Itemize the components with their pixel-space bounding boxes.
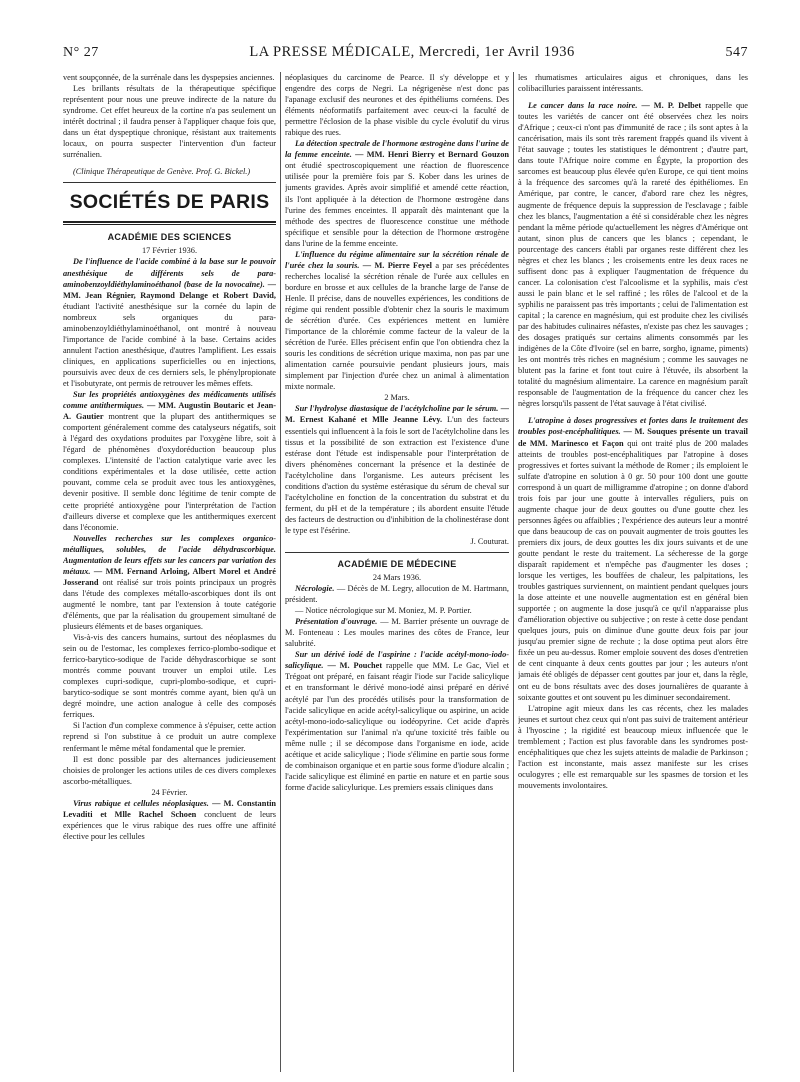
article: L'influence du régime alimentaire sur la sécrétion rénale de l'urée chez la souris. — M. Pierre Feyel a par ses précédentes recherches localisé la sécrétion rénale de l'urée aux cellules en bordure en brosse et aux cellules de la branche large de l'anse de Henle. Il précise, dans de nouvelles expériences, les conditions de régime qui rendent possible d'obtenir chez la souris le maximum de sécrétion d'urée. Ces expériences mettent en lumière l'importance de la chlorémie comme facteur de la valeur de la sécrétion de l'urée. Elles précisent enfin que l'on obtiendra chez la souris les conditions de sécrétion urique maxima, non pas par une alimentation carnée poursuivie pendant plusieurs jours, mais simplement par l'injection d'urée chez un animal à alimentation mixte normale.: [285, 249, 509, 392]
academy-heading: ACADÉMIE DE MÉDECINE: [337, 559, 457, 570]
article: Sur les propriétés antioxygènes des médicaments utilisés comme antithermiques. — MM. Augustin Boutaric et Jean-A. Gautier montrent que la plupart des antithermiques se comportent généralement comme des catalyseurs négatifs, soit à l'égard des oxydations produites par l'oxygène libre, soit à l'égard de phénomènes d'oxydoréduction beaucoup plus complexes. L'intensité de l'action catalytique varie avec les conditions expérimentales et la dose utilisée, cette action pouvant, comme cela se produit avec tous les antioxygènes, devenir positive. Il semble donc légitime de tenir compte de cette propriété antioxygène pour l'interprétation de l'action d'ailleurs diverse et complexe que les antithermiques exercent dans l'économie.: [63, 390, 276, 532]
paragraph: vent soupçonnée, de la surrénale dans les dyspepsies anciennes.: [63, 73, 275, 82]
article: Nécrologie. — Décès de M. Legry, allocution de M. Hartmann, président.: [285, 584, 509, 605]
session-date: 24 Mars 1936.: [372, 573, 422, 583]
paragraph: les rhumatismes articulaires aigus et chroniques, dans les colibacilluries paraissent intéressants.: [518, 73, 748, 94]
column-divider: [513, 72, 514, 1072]
article: Virus rabique et cellules néoplasiques. — M. Constantin Levaditi et Mlle Rachel Schoen concluent de leurs expériences que le virus rabique des rues offre une affinité élective pour les cellules: [63, 798, 276, 841]
article: Sur un dérivé iodé de l'aspirine : l'acide acétyl-mono-iodo-salicylique. — M. Pouchet rappelle que MM. Le Gac, Viel et Trégoat ont préparé, en faisant réagir l'iode sur l'acide salicylique et en transformant le dérivé mono-iodé ainsi préparé en dérivé acétylé par l'un des procédés utilisés pour la transformation de l'acide salicylique en acide acétyl-salicylique ou aspirine, un acide acétyl-mono-iodo-salicylique ou iodéopyrine. Cet acide d'après l'expérimentation sur l'animal n'a qu'une toxicité très faible ou même nulle ; il se décompose dans l'organisme en iode, acide acétique et acide salicylique ; l'iode s'élimine en partie sous forme de combinaison organique et en partie sous forme d'iodure alcalin ; l'acide salicylique est éliminé en partie en nature et en partie sous forme d'acide salicylurique. Les premiers essais cliniques dans: [285, 650, 509, 792]
clinic-credit: (Clinique Thérapeutique de Genève. Prof. G. Bickel.): [73, 167, 251, 177]
academy-heading: ACADÉMIE DES SCIENCES: [107, 232, 232, 243]
article: Sur l'hydrolyse diastasique de l'acétylcholine par le sérum. — M. Ernest Kahané et Mlle Jeanne Lévy. L'un des facteurs essentiels qui influencent à la fois le sort de l'acétylcholine dans les tissus et la possibilité de son extraction est l'existence d'une estérase dont l'étude est indispensable pour l'interprétation de divers phénomènes concernant la présence et la destinée de l'acétylcholine dans l'organisme. Les auteurs précisent les conditions d'action du système estérasique du sérum de cheval sur l'acétylcholine en fonction de la concentration du substrat et du ferment, du pH et de la température ; ils abordent ensuite l'étude des facteurs de destruction ou d'inhibition de la cholinestérase dont le type est l'ésérine.: [285, 404, 509, 535]
paragraph: Les brillants résultats de la thérapeutique spécifique représentent pour nous une preuve indirecte de la nature du syndrome. Cet effet heureux de la cortine n'a pas seulement un intérêt doctrinal ; il faudra penser à l'appliquer chaque fois que, dans un état dyspeptique chronique, résistant aux traitements locaux, on pourra suspecter l'intervention d'un facteur surrénalien.: [63, 84, 276, 160]
page-header: [63, 44, 748, 66]
divider: [63, 182, 276, 183]
divider: [63, 221, 276, 225]
article: Le cancer dans la race noire. — M. P. Delbet rappelle que toutes les variétés de cancer ont été observées chez les noirs d'Afrique ; ceux-ci n'ont pas d'immunité de race ; ils sont aptes à la cancérisation, mais ils sont très rarement frappés quand ils vivent à l'état sauvage ; toutes les statistiques le démontrent ; d'autre part, dans toute l'Afrique noire comme en Égypte, la proportion des sarcomes est beaucoup plus élevée qu'en Europe, ce qui tient moins à la fréquence des sarcomes qu'à la rareté des épithéliomes. En Amérique, par contre, le cancer, d'abord rare chez les nègres, augmente de fréquence depuis la suppression de l'esclavage ; faible chez les blancs, l'augmentation a été si considérable chez les nègres pendant la même période qu'actuellement les nègres d'Amérique ont autant, sinon plus de cancers que les blancs ; cependant, le pourcentage des cancers établi par organes reste différent chez les nègres et chez les blancs ; les croisements entre les deux races ne suffisent donc pas à expliquer l'augmentation de fréquence du cancer. La colonisation c'est l'alcoolisme et la syphilis, mais c'est aussi le pain blanc et le sel raffiné ; les rôles de l'alcool et de la syphilis ne paraissent pas très importants ; celui de l'alimentation est capital ; la carence en magnésium, qui est produite chez les civilisés par des habitudes culinaires néfastes, n'existe pas chez les sauvages ; des dosages pratiqués sur certains aliments consommés par les indigènes de la Côte d'Ivoire (sel en barre, sorgho, igname, piments) les ont montrés très riches en magnésium ; comme les sauvages ne blutent pas la farine et font tout cuire à l'étuvée, ils absorbent la totalité du magnésium alimentaire. La carence en magnésium paraît responsable de l'augmentation de la fréquence du cancer chez les nègres lorsqu'ils passent de l'état sauvage à l'état civilisé.: [518, 101, 748, 409]
journal-title: LA PRESSE MÉDICALE, Mercredi, 1er Avril 1936: [249, 44, 575, 60]
column-1: [63, 72, 276, 1072]
paragraph: Vis-à-vis des cancers humains, surtout des néoplasmes du sein ou de l'estomac, les complexes ferrico-plombo-sodique et ferrico-barytico-sodique de l'acide déhydrascorbique se sont montrés comme pouvant trouver un emploi utile. Les complexes cupri-sodique, cupri-plombo-sodique, et cupri-barytico-sodique se sont montrés comme ayant, bien qu'à un degré moindre, une action analogue à celle des composés ferriques.: [63, 633, 276, 720]
paragraph: — Notice nécrologique sur M. Moniez, M. P. Portier.: [295, 606, 472, 616]
session-date: 24 Février.: [151, 787, 188, 797]
column-divider: [280, 72, 281, 1072]
paragraph: néoplasiques du carcinome de Pearce. Il s'y développe et y engendre des corps de Negri. La négrigenèse n'est donc pas l'apanage exclusif des neurones et des épithéliums cornéens. Des éléments néoformatifs parfaitement avec ceux-ci la faculté de permettre l'éclosion de la phase visible du cycle évolutif du virus rabique des rues.: [285, 73, 509, 138]
session-date: 17 Février 1936.: [141, 246, 198, 256]
paragraph: Il est donc possible par des alternances judicieusement choisies de prolonger les actions utiles de ces divers complexes ascorbo-métalliques.: [63, 754, 276, 786]
article: L'atropine à doses progressives et fortes dans le traitement des troubles post-encéphalitiques. — M. Souques présente un travail de MM. Marinesco et Façon qui ont traité plus de 200 malades atteints de troubles post-encéphalitiques par l'atropine à doses progressives et fortes suivant la méthode de Romer ; ils emploient le sulfate d'atropine en solution à 0 gr. 50 pour 100 dont une goutte correspond à un quart de milligramme d'atropine ; on donne d'abord trois fois par jour une goutte à intervalles réguliers, puis on augmente chaque jour de deux gouttes ou d'une goutte chez les personnes âgées ou affaiblies ; l'expérience des auteurs leur a montré que dans beaucoup de cas on pouvait augmenter de trois gouttes les premiers dix jours, de deux gouttes les dix jours suivants et de une goutte pendant le reste du traitement. La sécheresse de la gorge disparaît rapidement et n'empêche pas d'augmenter les doses ; lorsque les vertiges, les bouffées de chaleur, les palpitations, les troubles gastriques surviennent, on maintient pendant quelques jours la dose atteinte et une nouvelle augmentation est en général bien supportée ; on augmente la dose jusqu'à ce qu'il n'apparaisse plus d'amélioration objective ou subjective ; on reste à cette dose pendant quelques jours, puis on diminue d'une goutte deux fois par jour jusqu'au premier signe de rechute ; la dose optima peut alors être fixée un peu au-dessus. Romer emploie souvent des doses d'entretien de cent cinquante à deux cents gouttes par jour ; les auteurs n'ont jamais été obligés de dépasser cent gouttes par jour et, dans la règle, ont eu de bons résultats avec des doses journalières de quarante à soixante gouttes et ont souvent pu les diminuer secondairement.: [518, 416, 748, 702]
section-heading: SOCIÉTÉS DE PARIS: [69, 191, 270, 214]
issue-number: N° 27: [63, 45, 99, 60]
article: Présentation d'ouvrage. — M. Barrier présente un ouvrage de M. Fonteneau : Les moules marines des côtes de France, leur salubrité.: [285, 617, 509, 649]
article: Nouvelles recherches sur les complexes organico-métalliques, solubles, de l'acide déhydrascorbique. Augmentation de leurs effets sur les cancers par variation des métaux. — MM. Fernand Arloing, Albert Morel et André Josserand ont réalisé sur trois points principaux un progrès dans l'étude des complexes métallo-ascorbiques dont ils ont augmenté le nombre, tant par l'extension à toute catégorie d'éléments, que par la réalisation du groupement simultané de plusieurs éléments et de bases organiques.: [63, 533, 276, 632]
article: La détection spectrale de l'hormone œstrogène dans l'urine de la femme enceinte. — MM. Henri Bierry et Bernard Gouzon ont étudié spectroscopiquement une réaction de fluorescence utilisée pour la première fois par S. Kober dans les urines de juments gravides. Après avoir simplifié et amendé cette réaction, ils l'ont appliquée à la détection de l'hormone œstrogène dans l'urine des femmes enceintes. Il apparaît dès maintenant que la méthode des spectres de fluorescence constitue une méthode spécifique et sensible pour la détection de l'hormone œstrogène dans l'urine de la femme enceinte.: [285, 139, 509, 248]
divider: [285, 552, 509, 553]
session-date: 2 Mars.: [384, 393, 410, 403]
article: De l'influence de l'acide combiné à la base sur le pouvoir anesthésique de différents sels de para-aminobenzoyldiéthylaminoéthanol (base de la novocaïne). — MM. Jean Régnier, Raymond Delange et Robert David, étudiant l'activité anesthésique sur la cornée du lapin de nombreux sels organiques du para-aminobenzoyldiéthylaminoéthanol, ont montré à nouveau l'importance de l'acide combiné à la base. Certains acides annulent l'action anesthésique, d'autres l'amplifient. Les essais cliniques, en applications superficielles ou en injections, poursuivis avec deux de ces derniers sels, le phénylpropionate et l'isobutyrate, ont permis de retrouver les mêmes effets.: [63, 257, 276, 388]
page-number: 547: [725, 45, 748, 60]
column-3: [518, 72, 748, 1072]
paragraph: L'atropine agit mieux dans les cas récents, chez les malades jeunes et surtout chez ceux qui n'ont pas suivi de traitement antérieur à l'hyoscine ; la rigidité est beaucoup mieux influencée que le tremblement ; l'action est plus favorable dans les syndromes post-encéphalitiques que chez les sujets atteints de maladie de Parkinson ; l'action est inconstante, mais assez manifeste sur les crises oculogyres ; elle est remarquable sur les spasmes de torsion et les mouvements involontaires.: [518, 703, 748, 790]
column-2: [285, 72, 509, 1072]
signature: J. Couturat.: [470, 536, 509, 546]
paragraph: Si l'action d'un complexe commence à s'épuiser, cette action reprend si l'on substitue à ce produit un autre complexe renfermant le même métal fondamental que le premier.: [63, 721, 276, 753]
